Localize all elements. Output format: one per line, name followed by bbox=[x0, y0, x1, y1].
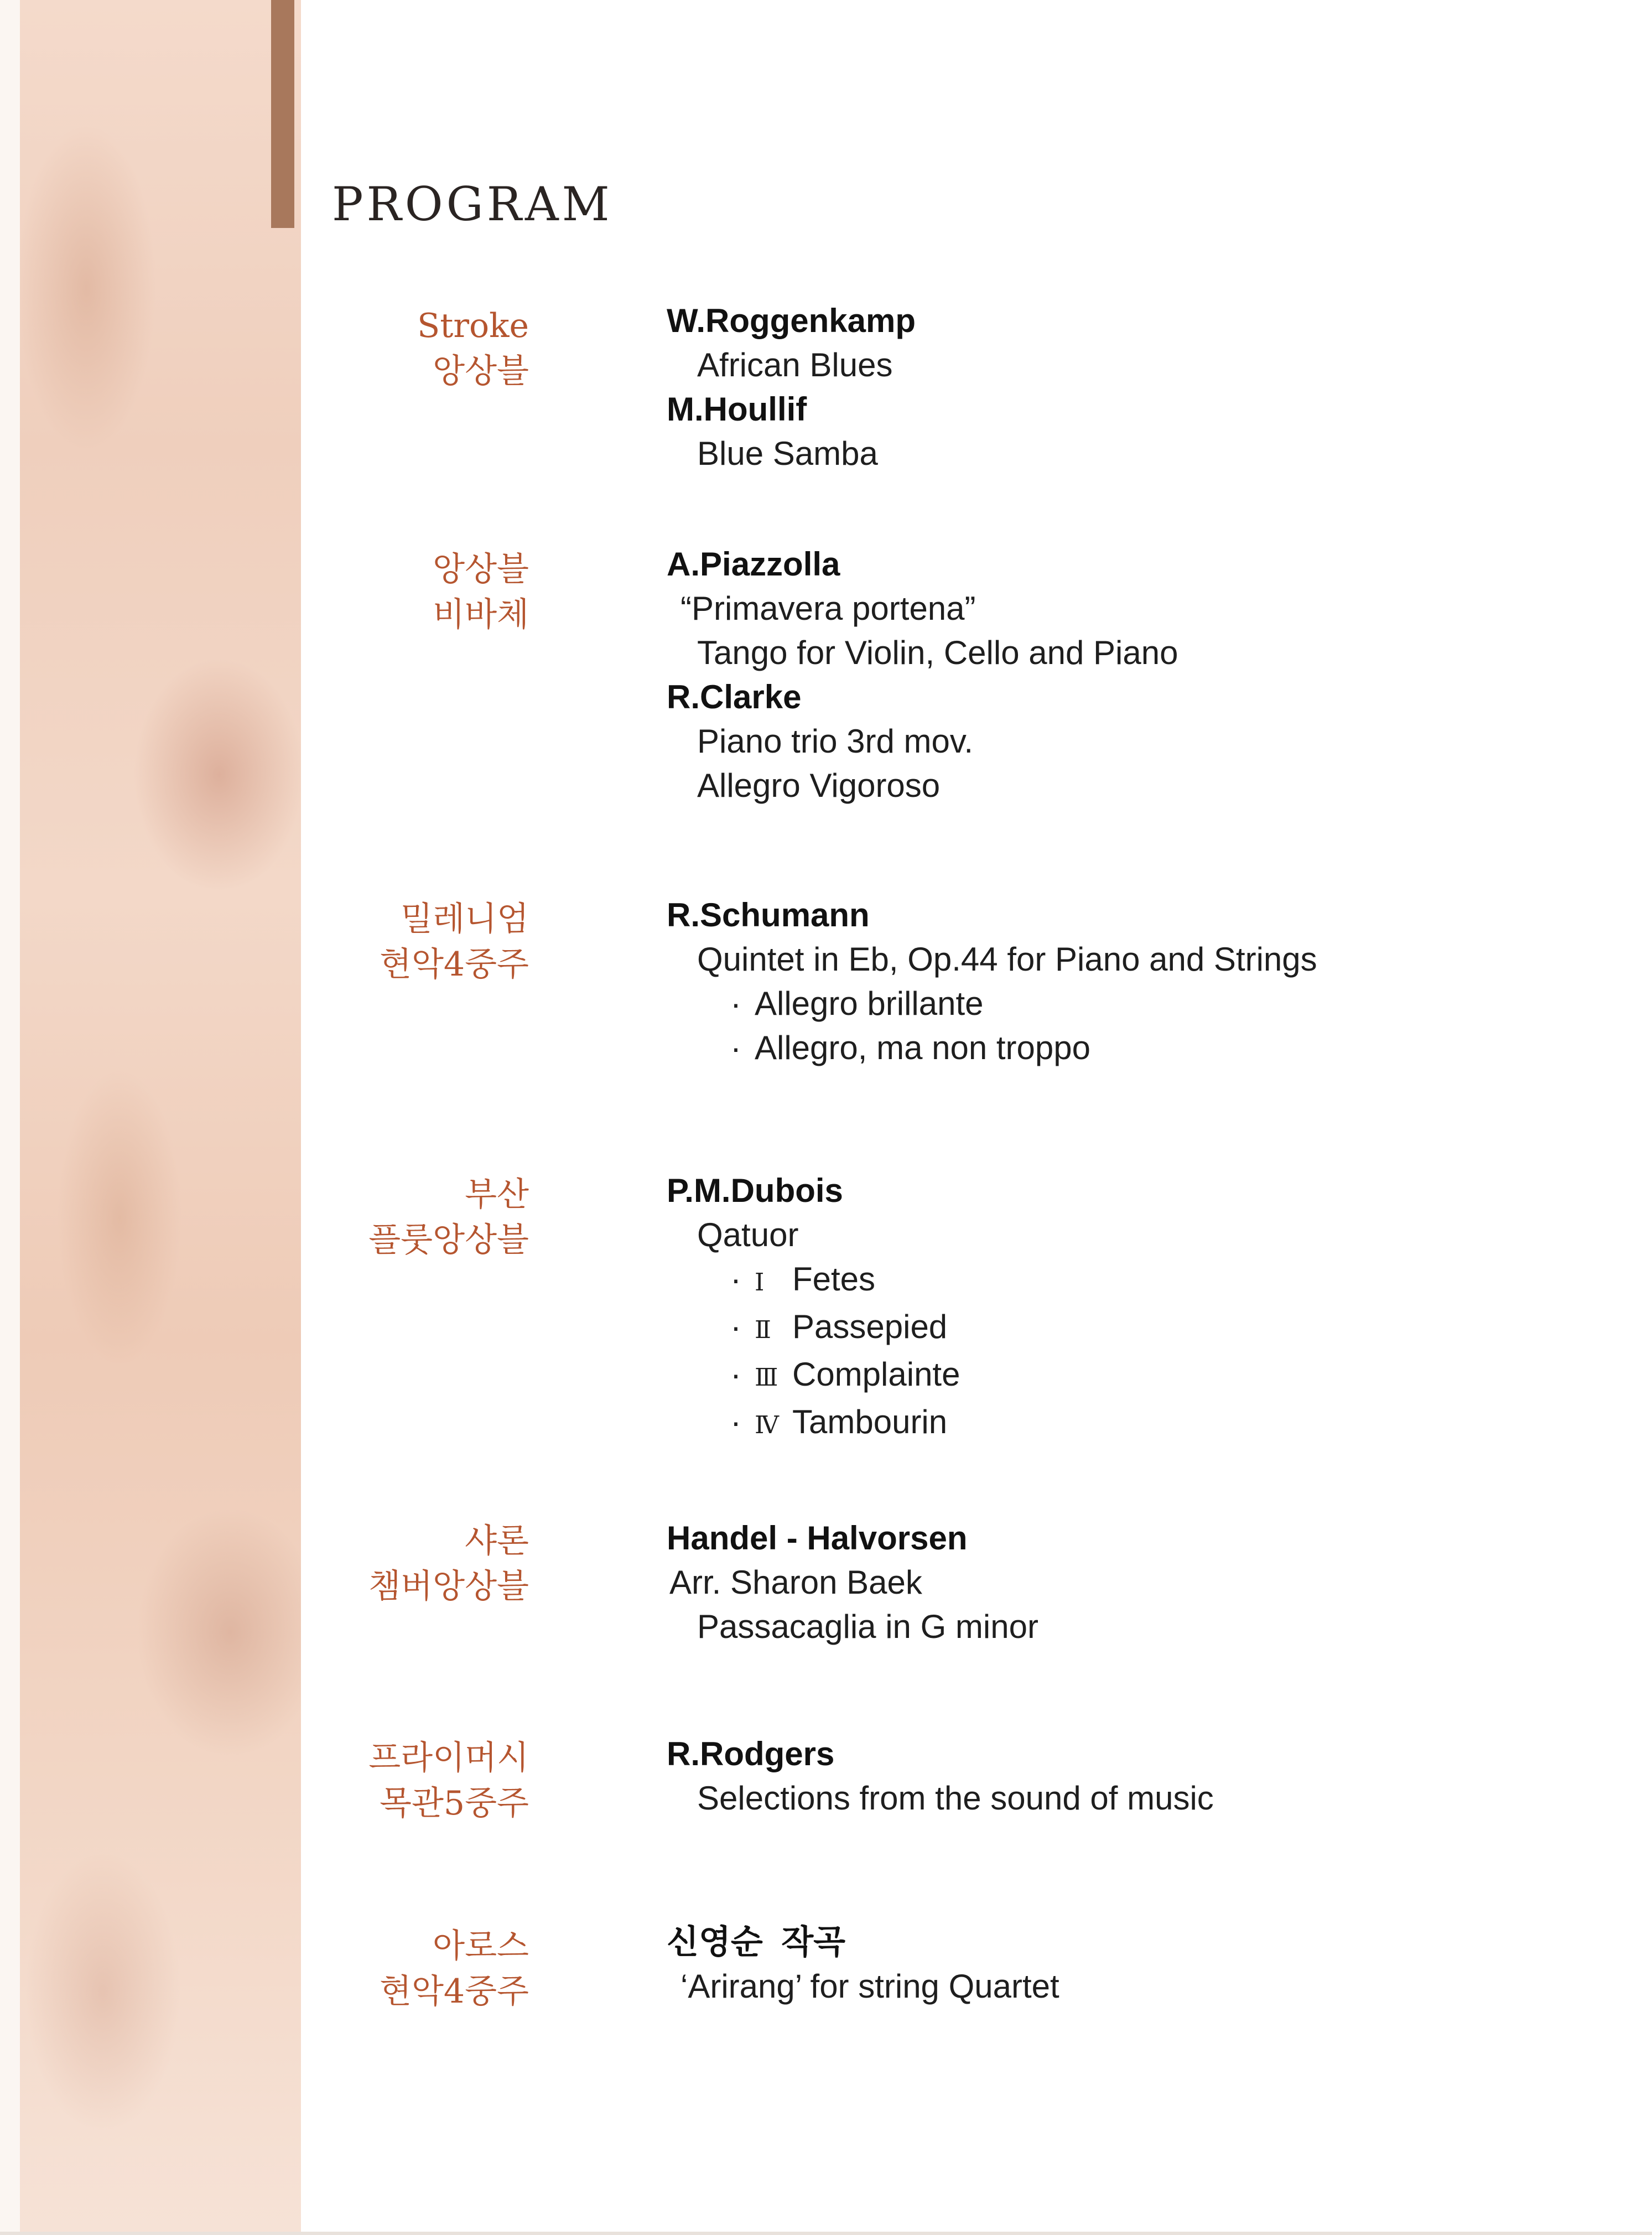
composer: R.Clarke bbox=[667, 678, 802, 715]
work-title: Blue Samba bbox=[697, 435, 878, 472]
page-edge bbox=[0, 0, 20, 2235]
composer: M.Houllif bbox=[667, 391, 807, 428]
page-title: PROGRAM bbox=[332, 177, 613, 231]
composer: 신영순 작곡 bbox=[667, 1923, 846, 1961]
movement-title: Passepied bbox=[792, 1308, 948, 1345]
work-subtitle: Allegro Vigoroso bbox=[697, 767, 941, 804]
program-group-5 bbox=[667, 1516, 1038, 1649]
work-title: Qatuor bbox=[697, 1216, 799, 1253]
work-subtitle: Tango for Violin, Cello and Piano bbox=[697, 634, 1178, 671]
group-label-line: 아로스 bbox=[433, 1927, 529, 1966]
movement bbox=[667, 1352, 960, 1400]
composer: P.M.Dubois bbox=[667, 1172, 843, 1209]
group-label-line: 챔버앙상블 bbox=[368, 1567, 529, 1606]
work-title: “Primavera portena” bbox=[680, 590, 976, 627]
movement bbox=[667, 1400, 960, 1448]
movement bbox=[667, 1305, 960, 1352]
arranger: Arr. Sharon Baek bbox=[669, 1564, 922, 1601]
composer: W.Roggenkamp bbox=[667, 302, 916, 339]
work-title: Passacaglia in G minor bbox=[697, 1608, 1038, 1645]
program-group-6 bbox=[667, 1732, 1214, 1821]
group-label-6 bbox=[368, 1735, 529, 1826]
group-label-line: 부산 bbox=[465, 1175, 529, 1214]
program-group-1 bbox=[667, 299, 916, 476]
work-title: ‘Arirang’ for string Quartet bbox=[680, 1968, 1059, 2005]
work-title: Quintet in Eb, Op.44 for Piano and Strings bbox=[697, 941, 1317, 978]
group-label-3 bbox=[380, 896, 529, 987]
work-title: Selections from the sound of music bbox=[697, 1780, 1214, 1817]
composer: A.Piazzolla bbox=[667, 546, 840, 583]
group-label-line: 플룻앙상블 bbox=[368, 1221, 529, 1259]
program-group-4 bbox=[667, 1169, 960, 1448]
movement bbox=[667, 1257, 960, 1305]
composer: R.Rodgers bbox=[667, 1735, 835, 1772]
movement: · Allegro, ma non troppo bbox=[667, 1026, 1317, 1070]
composer: Handel - Halvorsen bbox=[667, 1520, 968, 1557]
composer: R.Schumann bbox=[667, 896, 870, 934]
movement-title: Fetes bbox=[792, 1261, 876, 1298]
group-label-line: 앙상블 bbox=[433, 352, 529, 391]
program-group-3 bbox=[667, 893, 1317, 1070]
movement-title: Complainte bbox=[792, 1356, 960, 1393]
group-label-line: 현악4중주 bbox=[379, 1972, 529, 2011]
movement-title: Tambourin bbox=[792, 1403, 948, 1440]
program-group-7 bbox=[667, 1920, 1059, 2009]
work-title: African Blues bbox=[697, 346, 893, 383]
floral-background-strip bbox=[20, 0, 301, 2235]
bottom-edge bbox=[0, 2232, 1652, 2235]
program-group-2 bbox=[667, 542, 1178, 808]
group-label-line: 앙상블 bbox=[433, 550, 529, 589]
group-label-line: 현악4중주 bbox=[379, 945, 529, 984]
group-label-4 bbox=[368, 1172, 529, 1263]
group-label-2 bbox=[433, 547, 529, 637]
roman-numeral: Ⅰ bbox=[754, 1268, 765, 1297]
group-label-5 bbox=[368, 1518, 529, 1609]
group-label-1 bbox=[417, 303, 529, 394]
group-label-line: 밀레니엄 bbox=[401, 900, 529, 938]
group-label-line: Stroke bbox=[417, 307, 529, 345]
group-label-7 bbox=[380, 1923, 529, 2014]
group-label-line: 샤론 bbox=[465, 1522, 529, 1560]
group-label-line: 비바체 bbox=[433, 595, 529, 634]
work-title: Piano trio 3rd mov. bbox=[697, 723, 974, 760]
movement: · Allegro brillante bbox=[667, 982, 1317, 1026]
group-label-line: 목관5중주 bbox=[379, 1784, 529, 1823]
roman-numeral: Ⅳ bbox=[754, 1411, 779, 1439]
accent-bar bbox=[271, 0, 294, 228]
group-label-line: 프라이머시 bbox=[368, 1739, 529, 1777]
roman-numeral: Ⅱ bbox=[754, 1316, 771, 1344]
roman-numeral: Ⅲ bbox=[754, 1363, 778, 1392]
